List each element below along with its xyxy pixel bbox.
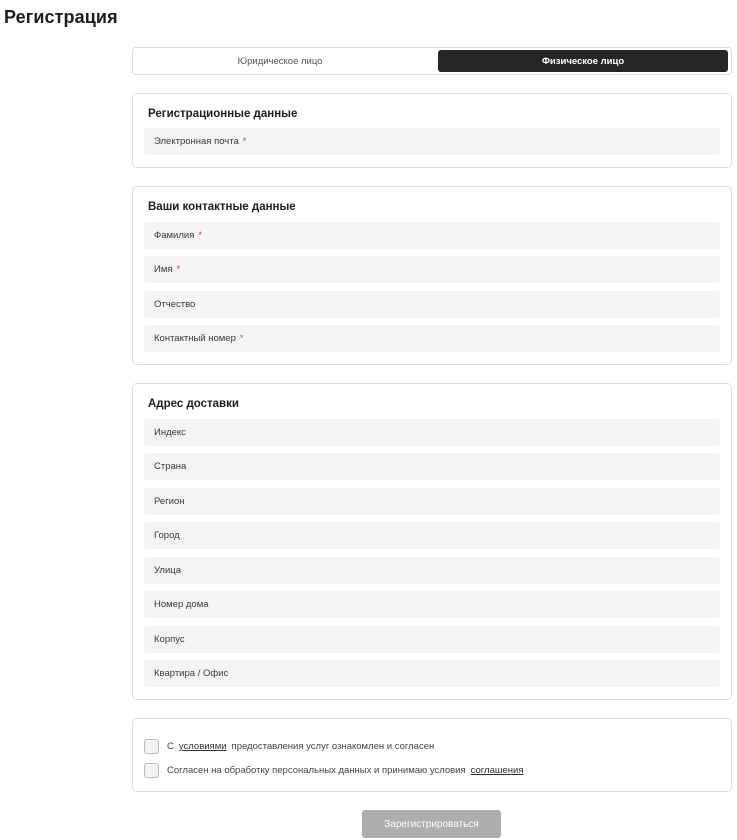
city-field[interactable]: Город <box>144 522 720 549</box>
register-button[interactable]: Зарегистрироваться <box>362 810 501 838</box>
terms-suffix: предоставления услуг ознакомлен и согласен <box>231 741 435 752</box>
first-name-placeholder: Имя <box>154 264 173 275</box>
required-mark: * <box>239 333 244 344</box>
terms-checkbox[interactable] <box>144 739 159 754</box>
contacts-title: Ваши контактные данные <box>148 201 296 213</box>
apartment-field[interactable]: Квартира / Офис <box>144 660 720 687</box>
building-field[interactable]: Корпус <box>144 626 720 653</box>
privacy-checkbox[interactable] <box>144 763 159 778</box>
phone-placeholder: Контактный номер <box>154 333 236 344</box>
registration-title: Регистрационные данные <box>148 108 298 120</box>
first-name-field[interactable] <box>144 256 720 283</box>
phone-field[interactable] <box>144 325 720 352</box>
middle-name-field[interactable] <box>144 291 720 318</box>
address-title: Адрес доставки <box>148 398 239 410</box>
terms-consent-row <box>144 739 434 754</box>
street-field[interactable]: Улица <box>144 557 720 584</box>
consent-card <box>132 718 732 792</box>
email-placeholder: Электронная почта <box>154 136 239 147</box>
last-name-field[interactable] <box>144 222 720 249</box>
privacy-link[interactable]: соглашения <box>470 765 524 776</box>
contacts-card <box>132 186 732 365</box>
privacy-prefix: Согласен на обработку персональных данных и принимаю условия <box>167 765 466 776</box>
postal-code-field[interactable]: Индекс <box>144 419 720 446</box>
email-field[interactable] <box>144 128 720 155</box>
required-mark: * <box>242 136 247 147</box>
privacy-consent-row <box>144 763 528 778</box>
tab-individual[interactable]: Физическое лицо <box>438 50 728 72</box>
address-card <box>132 383 732 700</box>
terms-link[interactable]: условиями <box>178 741 227 752</box>
country-field[interactable]: Страна <box>144 453 720 480</box>
tab-legal-entity[interactable]: Юридическое лицо <box>237 55 323 67</box>
required-mark: * <box>176 264 181 275</box>
region-field[interactable]: Регион <box>144 488 720 515</box>
last-name-placeholder: Фамилия <box>154 230 195 241</box>
account-type-toggle <box>132 47 732 75</box>
terms-prefix: С <box>167 741 174 752</box>
house-number-field[interactable]: Номер дома <box>144 591 720 618</box>
required-mark: * <box>198 230 203 241</box>
middle-name-placeholder: Отчество <box>154 299 196 310</box>
registration-card <box>132 93 732 168</box>
page-title: Регистрация <box>4 7 118 27</box>
